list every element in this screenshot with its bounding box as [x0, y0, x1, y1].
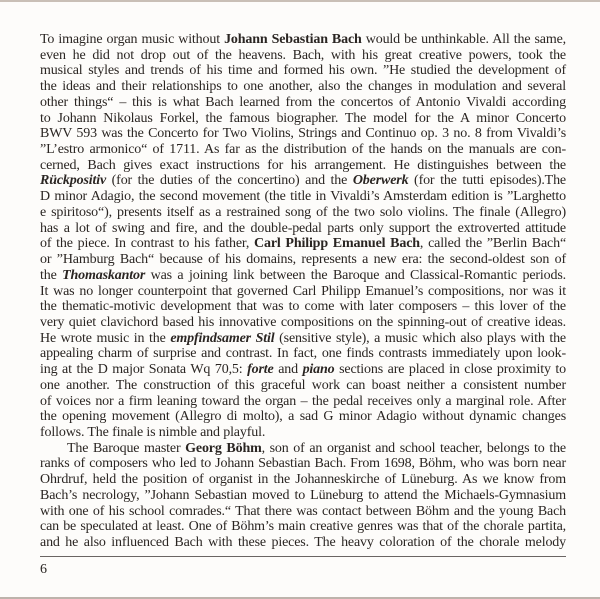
text-line [40, 346, 566, 362]
text-line [40, 158, 566, 174]
text-line [40, 535, 566, 551]
text-line [40, 488, 566, 504]
text-run: one another. The construction of this graceful work can boast neither a consistent number [40, 377, 566, 393]
text-run: to Johann Nikolaus Forkel, the famous biographer. The model for the A minor Concerto [40, 110, 566, 126]
text-line [40, 425, 566, 441]
text-run: and [273, 362, 303, 378]
bold-name: Georg Böhm [185, 440, 262, 456]
text-run: To imagine organ music without [40, 32, 225, 47]
text-line [40, 472, 566, 488]
text-line [40, 409, 566, 425]
text-run: cerned, Bach gives exact instructions for his arrangement. He distinguishes between the [40, 157, 566, 173]
italic-term: forte [247, 362, 274, 378]
text-run: sections are placed in close proximity to [334, 362, 566, 378]
page-number: 6 [40, 562, 47, 577]
text-run: the [40, 267, 63, 283]
text-line [40, 519, 566, 535]
footer-rule [40, 556, 566, 557]
text-run: the ideas and their relationships to one another, also the changes in modulation and several [40, 79, 566, 95]
text-run: ing at the D major Sonata Wq 70,5: [40, 362, 248, 378]
text-line [40, 315, 566, 331]
body-text [40, 32, 566, 551]
italic-term: Thomaskantor [62, 267, 146, 283]
text-run: (sensitive style), a music which also plays with the [274, 330, 566, 346]
text-run: even he did not drop out of the heavens. Bach, with his great creative powers, took the [40, 47, 566, 63]
text-run: other things“ – this is what Bach learned from the concertos of Antonio Vivaldi according [40, 94, 566, 110]
text-run: was a joining link between the Baroque and Classical-Romantic periods. [145, 267, 566, 283]
text-run: It was no longer counterpoint that governed Carl Philipp Emanuel’s compositions, nor was it [40, 283, 566, 299]
text-run: has a lot of swing and fire, and the double-pedal parts only support the extroverted attitude [40, 220, 566, 236]
text-run: would be unthinkable. All the same, [361, 32, 566, 47]
text-line [40, 362, 566, 378]
text-line [40, 236, 566, 252]
text-run: (for the tutti episodes).The [408, 173, 566, 189]
text-run: of the piece. In contrast to his father, [40, 236, 255, 252]
text-line [40, 268, 566, 284]
text-line [40, 126, 566, 142]
text-run: with one of his school comrades.“ That there was contact between Böhm and the young Bach [40, 503, 566, 519]
text-run: musical styles and trends of his time and formed his own. ”He studied the development of [40, 63, 566, 79]
italic-term: piano [302, 362, 335, 378]
text-run: e spiritoso“), presents itself as a restrained song of the two solo violins. The finale (Allegro) [40, 204, 566, 220]
text-line [40, 394, 566, 410]
text-run: He wrote music in the [40, 330, 171, 346]
text-line [40, 173, 566, 189]
text-line [40, 284, 566, 300]
text-run: (for the duties of the concertino) and the [106, 173, 353, 189]
text-line [40, 63, 566, 79]
text-line [40, 221, 566, 237]
text-line [40, 441, 566, 457]
text-run: Bach’s necrology, ”Johann Sebastian moved to Lüneburg to attend the Michaels-Gymnasium [40, 487, 566, 503]
italic-term: empfindsamer Stil [170, 330, 275, 346]
text-run: BWV 593 was the Concerto for Two Violins, Strings and Continuo op. 3 no. 8 from Vivaldi’s [40, 126, 566, 142]
text-line [40, 504, 566, 520]
text-line [40, 331, 566, 347]
text-line [40, 95, 566, 111]
italic-term: Oberwerk [352, 173, 409, 189]
text-line [40, 252, 566, 268]
text-line [40, 378, 566, 394]
text-line [40, 205, 566, 221]
text-line [40, 79, 566, 95]
bold-name: Johann Sebastian Bach [224, 32, 362, 47]
text-line [40, 111, 566, 127]
text-run: can be speculated at least. One of Böhm’s main creative genres was that of the chorale partita, [40, 519, 566, 535]
text-run: the thematic-motivic development that was to come with later composers – this lover of the [40, 299, 566, 315]
text-run: follows. The finale is nimble and playful. [40, 424, 266, 440]
text-line [40, 299, 566, 315]
text-run: of voices nor a firm leaning toward the organ – the pedal receives only a marginal role. After [40, 393, 566, 409]
text-run: Ohrdruf, held the position of organist in the Johanneskirche of Lüneburg. As we know from [40, 472, 566, 488]
text-line [40, 32, 566, 48]
text-line [40, 142, 566, 158]
text-run: D minor Adagio, the second movement (the title in Vivaldi’s Amsterdam edition is ”Larghetto [40, 189, 566, 205]
text-run: or ”Hamburg Bach“ because of his domains, represents a new era: the second-oldest son of [40, 252, 566, 268]
text-run: ”L’estro armonico“ of 1711. As far as the distribution of the hands on the manuals are con- [40, 142, 566, 158]
bold-name: Carl Philipp Emanuel Bach [254, 236, 420, 252]
text-run: , son of an organist and school teacher, belongs to the [261, 440, 566, 456]
text-line [40, 48, 566, 64]
text-run: , called the ”Berlin Bach“ [419, 236, 567, 252]
text-run: and he also influenced Bach with these pieces. The heavy coloration of the chorale melody [40, 535, 566, 550]
text-run: appealing charm of surprise and contrast. In fact, one finds contrasts immediately upon look- [40, 346, 566, 362]
text-line [40, 189, 566, 205]
scan-edge-top [0, 0, 600, 2]
text-line [40, 456, 566, 472]
text-run: The Baroque master [67, 440, 186, 456]
text-run: the opening movement (Allegro di molto), a sad G minor Adagio without dynamic changes [40, 409, 566, 425]
text-run: very quiet clavichord based his innovative compositions on the spinning-out of creative ideas. [40, 314, 566, 330]
italic-term: Rückpositiv [40, 173, 107, 189]
text-run: ranks of composers who led to Johann Sebastian Bach. From 1698, Böhm, who was born near [40, 456, 566, 472]
